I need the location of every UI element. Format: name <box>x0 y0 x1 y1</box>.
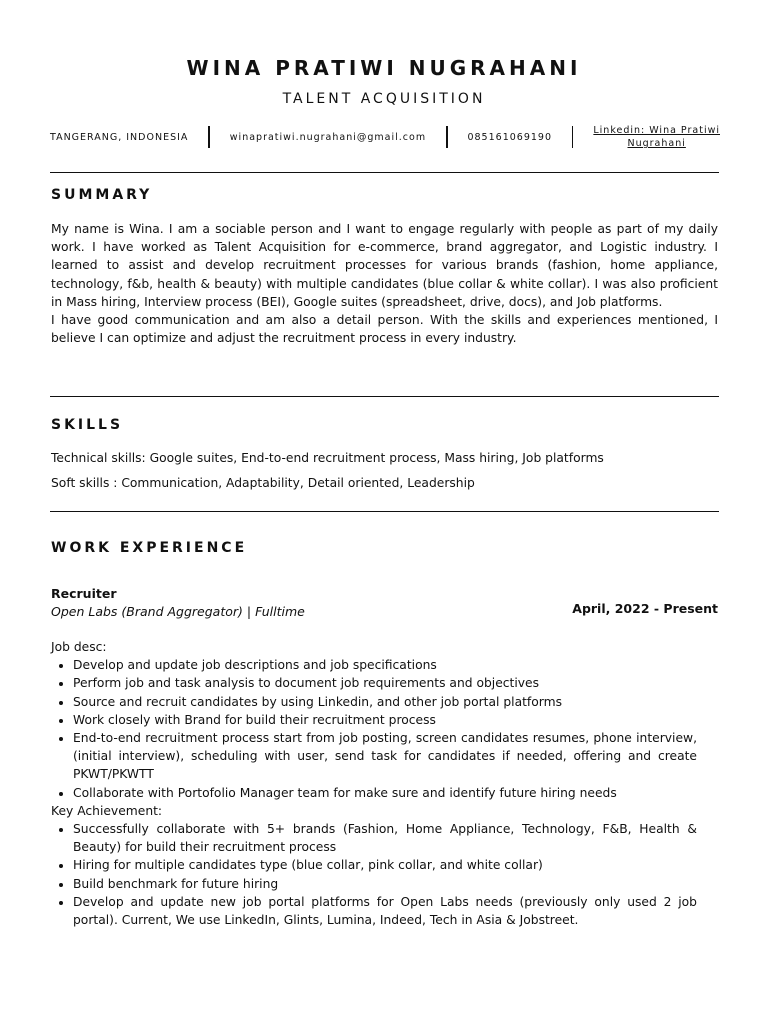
technical-skills: Technical skills: Google suites, End-to-end recruitment process, Mass hiring, Job platforms <box>51 451 604 465</box>
job-desc-label: Job desc: <box>51 640 107 654</box>
work-experience-heading: WORK EXPERIENCE <box>51 540 248 556</box>
job-company-line <box>51 604 305 619</box>
contact-divider <box>208 126 210 148</box>
contact-phone: 085161069190 <box>467 131 552 143</box>
job-title: Recruiter <box>51 586 117 601</box>
list-item: • Work closely with Brand for build their recruitment process <box>73 711 697 729</box>
list-item: • End-to-end recruitment process start from job posting, screen candidates resumes, phone interview, (initial interview), scheduling with user, send task for candidates if needed, offering and create PKWT/PKWTT <box>73 729 697 784</box>
linkedin-line-1: Linkedin: Wina Pratiwi <box>593 125 720 136</box>
summary-heading: SUMMARY <box>51 187 153 203</box>
contact-location: TANGERANG, INDONESIA <box>50 131 189 143</box>
list-item: • Develop and update new job portal platforms for Open Labs needs (previously only used 2 job portal). Current, We use LinkedIn, Glints, Lumina, Indeed, Tech in Asia & Jobstreet. <box>73 893 697 929</box>
soft-skills: Soft skills : Communication, Adaptability, Detail oriented, Leadership <box>51 476 475 490</box>
job-type: Fulltime <box>255 604 305 619</box>
candidate-role: TALENT ACQUISITION <box>282 91 486 107</box>
divider-line <box>50 396 719 397</box>
job-details <box>51 638 697 929</box>
contact-linkedin-link[interactable] <box>593 124 720 150</box>
achievement-list <box>51 820 697 929</box>
job-desc-list <box>51 656 697 802</box>
skills-heading: SKILLS <box>51 417 124 433</box>
divider-line <box>50 511 719 512</box>
summary-paragraph-2: I have good communication and am also a detail person. With the skills and experiences mentioned, I believe I can optimize and adjust the recruitment process in every industry. <box>51 313 718 346</box>
list-item: • Build benchmark for future hiring <box>73 875 697 893</box>
linkedin-line-2: Nugrahani <box>627 138 686 149</box>
contact-bar <box>50 124 720 150</box>
contact-email[interactable]: winapratiwi.nugrahani@gmail.com <box>229 131 427 143</box>
contact-divider <box>572 126 574 148</box>
list-item: • Perform job and task analysis to document job requirements and objectives <box>73 674 697 692</box>
contact-divider <box>446 126 448 148</box>
candidate-name: WINA PRATIWI NUGRAHANI <box>186 56 582 80</box>
job-company: Open Labs (Brand Aggregator) <box>51 604 243 619</box>
list-item: • Source and recruit candidates by using Linkedin, and other job portal platforms <box>73 693 697 711</box>
summary-text <box>51 220 718 347</box>
job-date: April, 2022 - Present <box>572 601 718 616</box>
list-item: • Successfully collaborate with 5+ brands (Fashion, Home Appliance, Technology, F&B, Health & Beauty) for build their recruitment process <box>73 820 697 856</box>
list-item: • Collaborate with Portofolio Manager team for make sure and identify future hiring needs <box>73 784 697 802</box>
divider-line <box>50 172 719 173</box>
achievement-label: Key Achievement: <box>51 803 163 818</box>
list-item: • Hiring for multiple candidates type (blue collar, pink collar, and white collar) <box>73 856 697 874</box>
summary-paragraph-1: My name is Wina. I am a sociable person and I want to engage regularly with people as part of my daily work. I have worked as Talent Acquisition for e-commerce, brand aggregator, and Logistic industry. I learned to assist and develop recruitment processes for various brands (fashion, home appliance, technology, f&b, health & beauty) with multiple candidates (blue collar & white collar). I was also proficient in Mass hiring, Interview process (BEI), Google suites (spreadsheet, drive, docs), and Job platforms. <box>51 222 718 309</box>
skills-list <box>51 449 604 499</box>
job-separator: | <box>242 604 256 619</box>
list-item: • Develop and update job descriptions and job specifications <box>73 656 697 674</box>
